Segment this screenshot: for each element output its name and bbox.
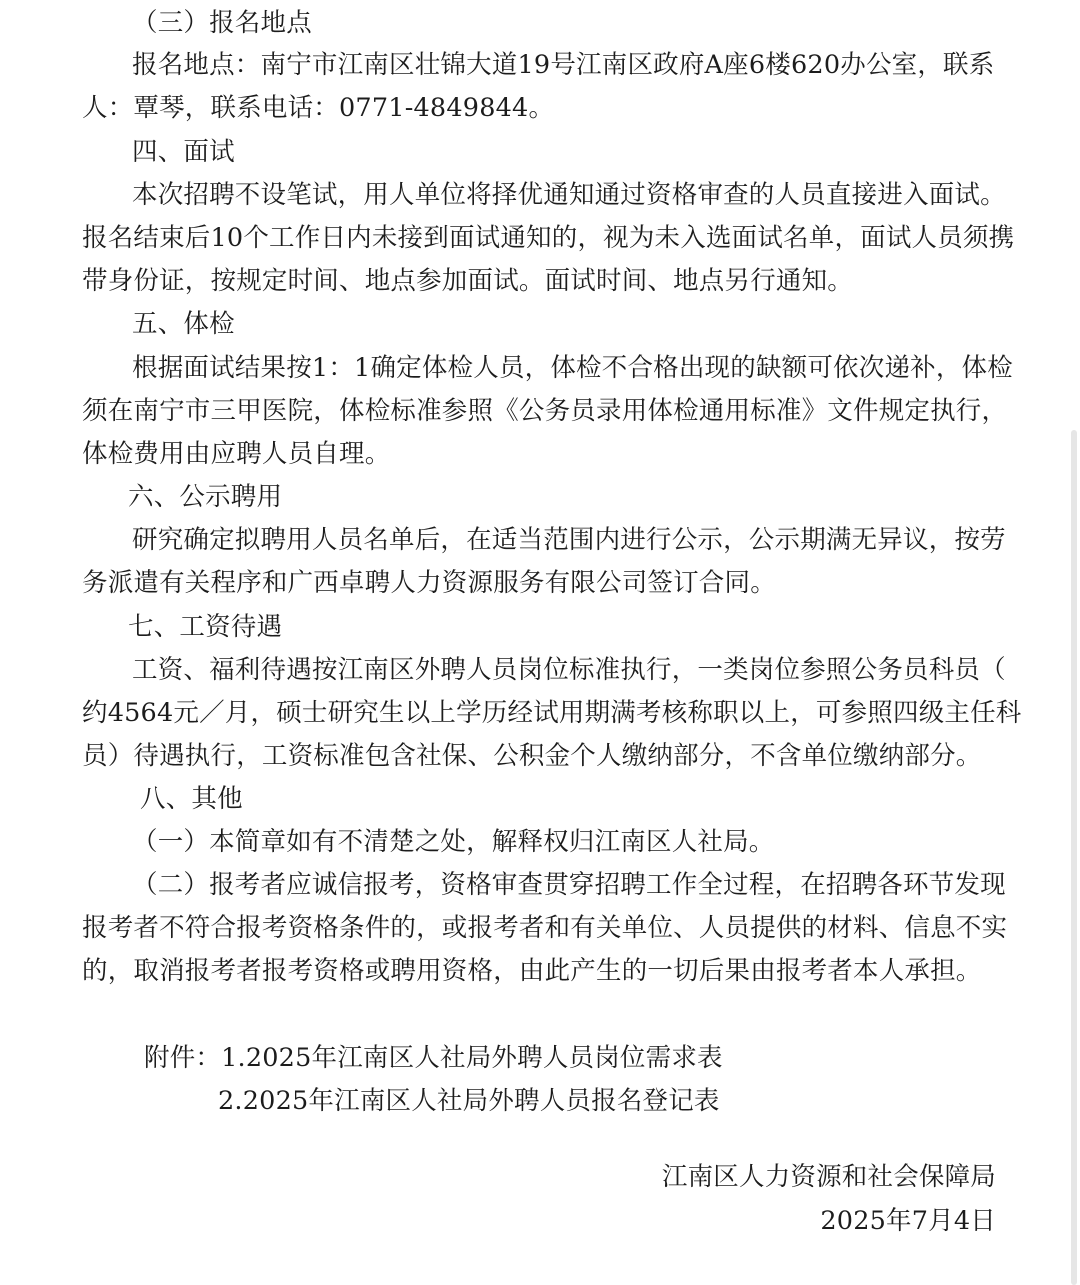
section-6-paragraph-line-2: 务派遣有关程序和广西卓聘人力资源服务有限公司签订合同。	[82, 568, 776, 598]
attachments-line-1: 附件：1.2025年江南区人社局外聘人员岗位需求表	[144, 1043, 723, 1073]
section-7-paragraph-line-2: 约4564元／月，硕士研究生以上学历经试用期满考核称职以上，可参照四级主任科	[82, 698, 1022, 728]
section-3-heading: （三）报名地点	[132, 8, 312, 38]
signature-date: 2025年7月4日	[820, 1206, 996, 1236]
section-6-paragraph-line-1: 研究确定拟聘用人员名单后，在适当范围内进行公示，公示期满无异议，按劳	[132, 525, 1006, 555]
scrollbar[interactable]	[1071, 430, 1077, 1285]
section-3-paragraph-line-2: 人：覃琴，联系电话：0771-4849844。	[82, 93, 555, 123]
section-6-heading: 六、公示聘用	[128, 482, 283, 512]
section-8-heading: 八、其他	[140, 784, 243, 814]
section-8-item-2-line-2: 报考者不符合报考资格条件的，或报考者和有关单位、人员提供的材料、信息不实	[82, 913, 1008, 943]
section-4-paragraph-line-3: 带身份证，按规定时间、地点参加面试。面试时间、地点另行通知。	[82, 266, 854, 296]
section-3-paragraph-line-1: 报名地点：南宁市江南区壮锦大道19号江南区政府A座6楼620办公室，联系	[132, 50, 995, 80]
section-5-paragraph-line-2: 须在南宁市三甲医院，体检标准参照《公务员录用体检通用标准》文件规定执行，	[82, 396, 1008, 426]
section-8-item-2-line-1: （二）报考者应诚信报考，资格审查贯穿招聘工作全过程，在招聘各环节发现	[132, 870, 1006, 900]
section-8-item-2-line-3: 的，取消报考者报考资格或聘用资格，由此产生的一切后果由报考者本人承担。	[82, 956, 982, 986]
section-4-paragraph-line-2: 报名结束后10个工作日内未接到面试通知的，视为未入选面试名单，面试人员须携	[82, 223, 1015, 253]
section-7-paragraph-line-1: 工资、福利待遇按江南区外聘人员岗位标准执行，一类岗位参照公务员科员（	[132, 655, 1006, 685]
section-8-item-1: （一）本简章如有不清楚之处，解释权归江南区人社局。	[132, 827, 775, 857]
section-4-heading: 四、面试	[132, 137, 235, 167]
section-5-paragraph-line-1: 根据面试结果按1：1确定体检人员，体检不合格出现的缺额可依次递补，体检	[132, 353, 1013, 383]
signature-organization: 江南区人力资源和社会保障局	[661, 1162, 996, 1192]
section-7-heading: 七、工资待遇	[128, 612, 283, 642]
section-7-paragraph-line-3: 员）待遇执行，工资标准包含社保、公积金个人缴纳部分，不含单位缴纳部分。	[82, 741, 982, 771]
attachments-line-2: 2.2025年江南区人社局外聘人员报名登记表	[218, 1086, 720, 1116]
section-5-heading: 五、体检	[132, 309, 235, 339]
section-4-paragraph-line-1: 本次招聘不设笔试，用人单位将择优通知通过资格审查的人员直接进入面试。	[132, 180, 1006, 210]
section-5-paragraph-line-3: 体检费用由应聘人员自理。	[82, 439, 391, 469]
